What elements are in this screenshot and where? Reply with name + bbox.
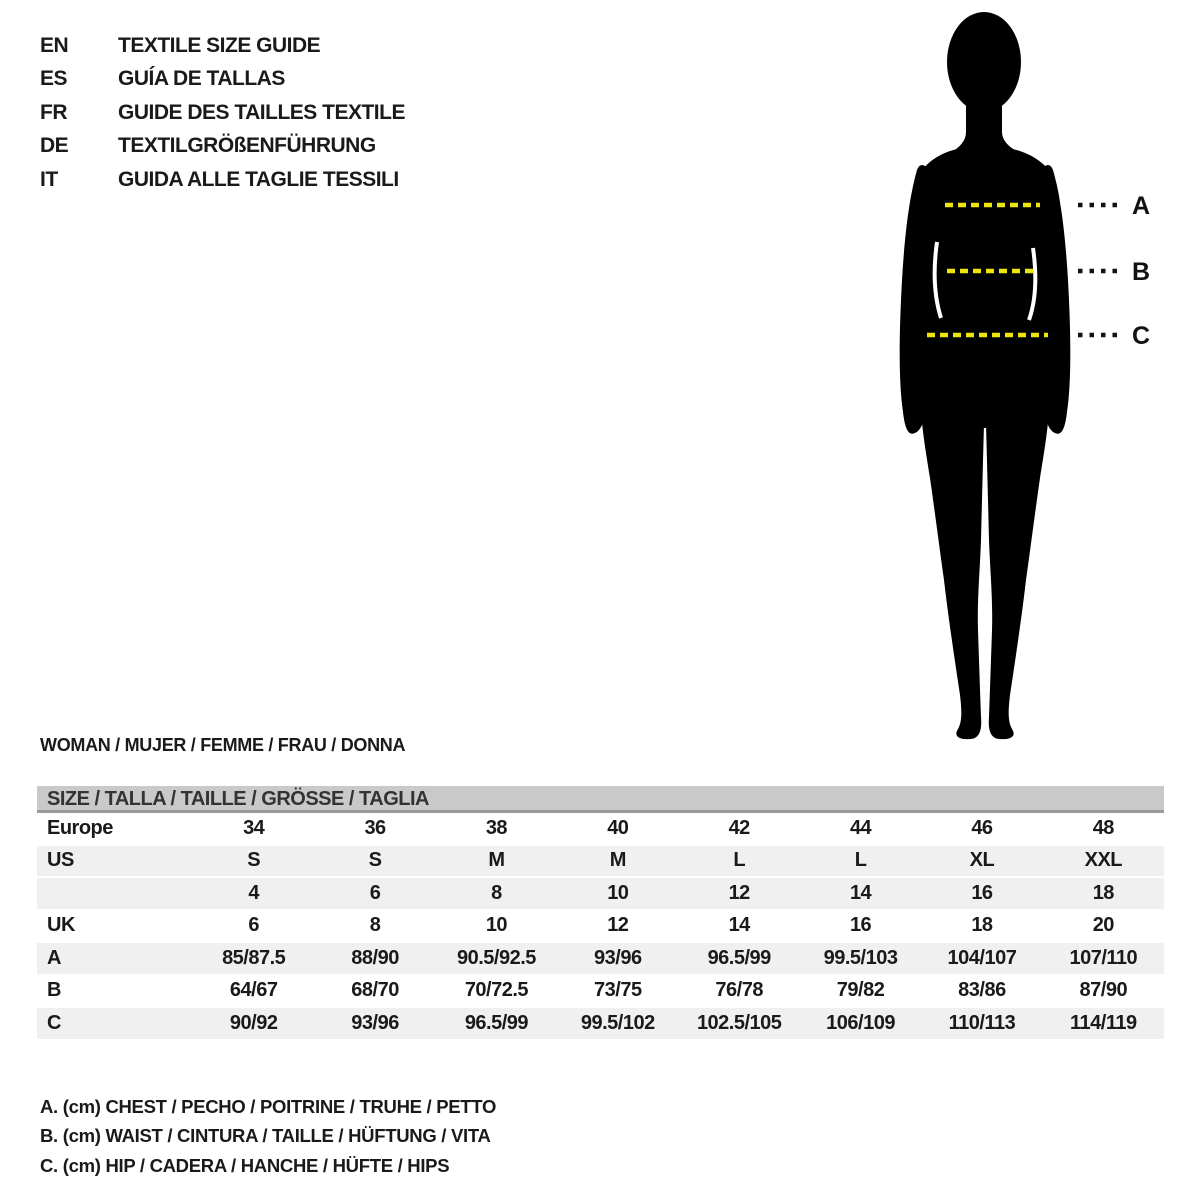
table-cell: 96.5/99 (464, 1011, 529, 1034)
table-cell: 93/96 (351, 1011, 399, 1034)
table-cell: 99.5/102 (580, 1011, 655, 1034)
table-cell: 6 (369, 881, 381, 904)
table-cell: 8 (369, 914, 381, 937)
table-cell: 90.5/92.5 (456, 946, 536, 969)
table-cell: 8 (491, 881, 502, 904)
table-row (37, 943, 1164, 976)
table-cell: 88/90 (351, 946, 399, 969)
table-cell: 10 (485, 914, 508, 937)
legend-line: C. (cm) HIP / CADERA / HANCHE / HÜFTE / HIPS (40, 1154, 450, 1176)
language-guide-title: TEXTILE SIZE GUIDE (118, 33, 321, 57)
table-cell: S (368, 849, 382, 872)
silhouette-right-leg (986, 348, 1050, 739)
language-code: ES (40, 67, 68, 91)
size-table-header: SIZE / TALLA / TAILLE / GRÖSSE / TAGLIA (37, 786, 1164, 813)
chest-marker-label: A (1132, 192, 1151, 220)
table-cell: XXL (1084, 849, 1123, 872)
table-cell: 16 (971, 881, 993, 904)
table-cell: 114/119 (1070, 1011, 1137, 1034)
woman-silhouette (900, 12, 1071, 739)
table-cell: 14 (728, 914, 750, 937)
row-label: Europe (47, 816, 113, 839)
table-row (37, 846, 1164, 879)
language-row (40, 63, 405, 97)
table-cell: 99.5/103 (823, 946, 898, 969)
table-cell: 18 (971, 914, 993, 937)
row-label: UK (47, 914, 75, 937)
hip-marker-label: C (1132, 322, 1151, 350)
language-title-list (40, 29, 405, 197)
table-row (37, 813, 1164, 846)
table-cell: 83/86 (958, 979, 1006, 1002)
language-guide-title: GUÍA DE TALLAS (118, 67, 285, 91)
table-cell: XL (969, 849, 995, 872)
language-row (40, 130, 405, 164)
table-cell: 12 (607, 914, 629, 937)
table-cell: 42 (728, 816, 750, 839)
row-label: B (47, 979, 61, 1002)
language-code: FR (40, 100, 67, 124)
row-label: C (47, 1011, 61, 1034)
table-cell: M (609, 849, 626, 872)
table-cell: 93/96 (594, 946, 642, 969)
language-code: DE (40, 134, 69, 158)
table-cell: 87/90 (1079, 979, 1128, 1002)
table-row (37, 878, 1164, 911)
table-cell: 16 (849, 914, 872, 937)
table-cell: 36 (364, 816, 386, 839)
silhouette-left-leg (920, 348, 984, 739)
measurement-legend (40, 1092, 496, 1181)
table-row (37, 976, 1164, 1009)
table-cell: 102.5/105 (696, 1011, 782, 1034)
table-cell: 10 (607, 881, 629, 904)
table-cell: 12 (728, 881, 750, 904)
table-cell: 44 (849, 816, 872, 839)
table-row (37, 1008, 1164, 1041)
language-row (40, 29, 405, 63)
table-row (37, 911, 1164, 944)
row-label: A (47, 946, 61, 969)
table-cell: 46 (971, 816, 993, 839)
legend-line: B. (cm) WAIST / CINTURA / TAILLE / HÜFTUNG / VITA (40, 1125, 491, 1147)
table-cell: 106/109 (826, 1011, 895, 1034)
table-cell: 76/78 (715, 979, 763, 1002)
language-code: IT (40, 167, 58, 191)
size-table (37, 786, 1164, 1041)
table-cell: 68/70 (351, 979, 399, 1002)
waist-marker-label: B (1132, 258, 1151, 286)
table-cell: 96.5/99 (707, 946, 771, 969)
table-cell: 38 (485, 816, 508, 839)
table-cell: L (854, 849, 867, 872)
row-label: US (47, 849, 74, 872)
language-row (40, 163, 405, 197)
table-cell: 107/110 (1069, 946, 1138, 969)
table-cell: 110/113 (948, 1011, 1016, 1034)
table-cell: 4 (248, 881, 259, 904)
table-cell: 48 (1092, 816, 1114, 839)
table-cell: 85/87.5 (222, 946, 286, 969)
language-guide-title: TEXTILGRÖßENFÜHRUNG (118, 134, 376, 158)
table-cell: 104/107 (947, 946, 1017, 969)
table-cell: 6 (248, 914, 259, 937)
table-cell: L (733, 849, 746, 872)
table-cell: 73/75 (594, 979, 642, 1002)
table-cell: S (247, 849, 261, 872)
table-cell: 14 (849, 881, 872, 904)
table-cell: 20 (1092, 914, 1114, 937)
table-cell: 18 (1092, 881, 1114, 904)
table-cell: 34 (243, 816, 265, 839)
table-cell: 79/82 (836, 979, 885, 1002)
table-cell: 90/92 (229, 1011, 278, 1034)
language-guide-title: GUIDA ALLE TAGLIE TESSILI (118, 167, 399, 191)
language-code: EN (40, 33, 69, 57)
woman-silhouette-figure (880, 0, 1200, 760)
language-row (40, 96, 405, 130)
table-cell: M (488, 849, 505, 872)
size-table-body (37, 813, 1164, 1041)
table-cell: 70/72.5 (464, 979, 529, 1002)
language-guide-title: GUIDE DES TAILLES TEXTILE (118, 100, 405, 124)
table-cell: 64/67 (229, 979, 278, 1002)
table-cell: 40 (607, 816, 629, 839)
legend-line: A. (cm) CHEST / PECHO / POITRINE / TRUHE / PETTO (40, 1095, 497, 1117)
section-title: WOMAN / MUJER / FEMME / FRAU / DONNA (40, 735, 406, 755)
